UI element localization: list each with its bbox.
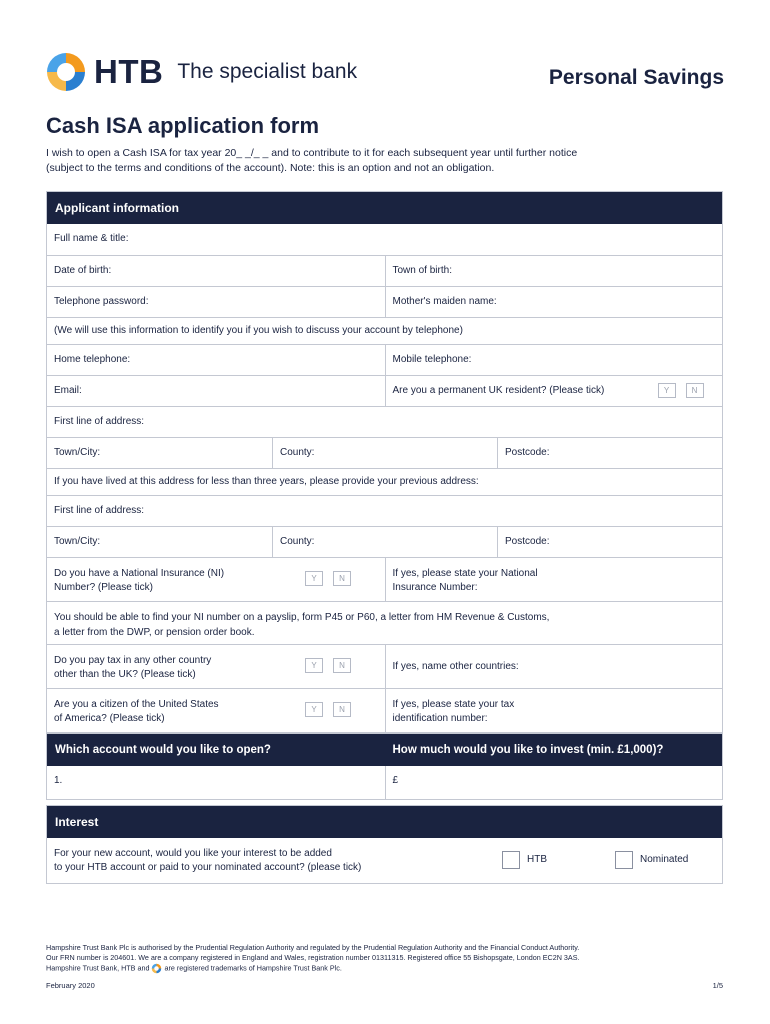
prev-address-line1-label: First line of address: — [54, 505, 145, 516]
nominated-checkbox[interactable] — [615, 851, 633, 869]
address-line1-field[interactable] — [47, 407, 722, 437]
footer-line2: Our FRN number is 204601. We are a company registered in England and Wales, registration number 01311315. Registered office 55 Bishopsgate, London EC2N 3AS. — [46, 953, 580, 962]
other-tax-line1: Do you pay tax in any other country — [54, 655, 212, 666]
ni-question-line1: Do you have a National Insurance (NI) — [54, 568, 225, 579]
mobile-tel-label: Mobile telephone: — [392, 354, 472, 365]
uk-resident-field — [385, 376, 723, 406]
home-tel-field[interactable] — [47, 345, 385, 375]
us-citizen-no-checkbox[interactable]: N — [333, 702, 351, 717]
county-field[interactable] — [272, 438, 497, 468]
intro-line-1: I wish to open a Cash ISA for tax year 20_ _/_ _ and to contribute to it for each subsequent year until further notice — [46, 147, 578, 159]
ni-question — [47, 558, 385, 601]
town-of-birth-label: Town of birth: — [392, 265, 452, 276]
email-field[interactable] — [47, 376, 385, 406]
account-row-number: 1. — [54, 775, 63, 786]
ni-number-line2: Insurance Number: — [392, 582, 478, 593]
previous-address-note: If you have lived at this address for less than three years, please provide your previous address: — [54, 476, 479, 487]
address-line1-label: First line of address: — [54, 416, 145, 427]
prev-postcode-label: Postcode: — [505, 536, 550, 547]
uk-resident-no-checkbox[interactable]: N — [686, 383, 704, 398]
footer-meta — [46, 981, 723, 990]
invest-amount-heading: How much would you like to invest (min. £1,000)? — [392, 744, 664, 756]
htb-logo-icon — [44, 50, 88, 94]
other-countries-field[interactable] — [385, 645, 723, 688]
tax-id-line2: identification number: — [392, 713, 488, 724]
us-citizen-line2: of America? (Please tick) — [54, 713, 165, 724]
uk-resident-yes-checkbox[interactable]: Y — [658, 383, 676, 398]
ni-yes-checkbox[interactable]: Y — [305, 571, 323, 586]
prev-town-field[interactable] — [47, 527, 272, 557]
interest-section — [46, 805, 723, 884]
other-countries-label: If yes, name other countries: — [392, 661, 519, 672]
account-choice-field[interactable] — [47, 766, 385, 799]
prev-town-label: Town/City: — [54, 536, 101, 547]
interest-question-line1: For your new account, would you like your interest to be added — [54, 848, 332, 859]
tel-note: (We will use this information to identify you if you wish to discuss your account by telephone) — [54, 325, 463, 336]
us-citizen-yes-checkbox[interactable]: Y — [305, 702, 323, 717]
town-of-birth-field[interactable] — [385, 256, 723, 286]
footer-line3 — [46, 963, 726, 974]
tel-password-label: Telephone password: — [54, 296, 149, 307]
ni-question-line2: Number? (Please tick) — [54, 582, 153, 593]
full-name-label: Full name & title: — [54, 233, 129, 244]
town-label: Town/City: — [54, 447, 101, 458]
prev-postcode-field[interactable] — [497, 527, 722, 557]
postcode-label: Postcode: — [505, 447, 550, 458]
currency-symbol: £ — [392, 775, 399, 786]
intro-line-2: (subject to the terms and conditions of the account). Note: this is an option and not an obligation. — [46, 162, 495, 174]
dob-field[interactable] — [47, 256, 385, 286]
other-tax-yes-checkbox[interactable]: Y — [305, 658, 323, 673]
form-title: Cash ISA application form — [46, 113, 320, 138]
page-header — [44, 50, 724, 100]
applicant-section — [46, 191, 723, 733]
footer-line3-end: are registered trademarks of Hampshire Trust Bank Plc. — [164, 963, 342, 973]
interest-question-line2: to your HTB account or paid to your nominated account? (please tick) — [54, 862, 362, 873]
htb-mark-icon — [151, 963, 162, 974]
document-date: February 2020 — [46, 981, 95, 990]
dob-label: Date of birth: — [54, 265, 112, 276]
invest-amount-field[interactable] — [385, 766, 723, 799]
brand-name: HTB — [94, 53, 164, 90]
page-number: 1/5 — [712, 981, 723, 990]
ni-note — [47, 602, 722, 644]
interest-heading: Interest — [47, 806, 722, 838]
tax-id-line1: If yes, please state your tax — [392, 699, 515, 710]
home-tel-label: Home telephone: — [54, 354, 131, 365]
email-label: Email: — [54, 385, 82, 396]
interest-option-nominated[interactable] — [615, 851, 688, 869]
other-tax-question — [47, 645, 385, 688]
account-section — [46, 733, 723, 800]
brand-tagline: The specialist bank — [177, 60, 358, 83]
interest-option-htb[interactable] — [502, 851, 547, 869]
mobile-tel-field[interactable] — [385, 345, 723, 375]
form-intro — [46, 146, 686, 176]
postcode-field[interactable] — [497, 438, 722, 468]
other-tax-no-checkbox[interactable]: N — [333, 658, 351, 673]
town-field[interactable] — [47, 438, 272, 468]
htb-option-label: HTB — [527, 854, 547, 865]
applicant-heading: Applicant information — [47, 192, 722, 224]
brand-logo — [44, 50, 357, 94]
ni-number-field[interactable] — [385, 558, 723, 601]
us-citizen-line1: Are you a citizen of the United States — [54, 699, 219, 710]
htb-checkbox[interactable] — [502, 851, 520, 869]
ni-note-line1: You should be able to find your NI number on a payslip, form P45 or P60, a letter from HM Revenue & Customs, — [54, 612, 550, 623]
uk-resident-label: Are you a permanent UK resident? (Please tick) — [392, 385, 605, 396]
other-tax-line2: other than the UK? (Please tick) — [54, 669, 196, 680]
maiden-name-label: Mother's maiden name: — [392, 296, 497, 307]
legal-footer — [46, 943, 726, 974]
full-name-field[interactable] — [47, 224, 722, 255]
tax-id-field[interactable] — [385, 689, 723, 732]
footer-line1: Hampshire Trust Bank Plc is authorised by the Prudential Regulation Authority and regulated by the Prudential Regulation Authority and the Financial Conduct Authority. — [46, 943, 580, 952]
tel-password-field[interactable] — [47, 287, 385, 317]
prev-county-label: County: — [280, 536, 315, 547]
ni-number-line1: If yes, please state your National — [392, 568, 538, 579]
footer-line3-start: Hampshire Trust Bank, HTB and — [46, 963, 150, 973]
ni-no-checkbox[interactable]: N — [333, 571, 351, 586]
nominated-option-label: Nominated — [640, 854, 689, 865]
interest-question — [47, 838, 722, 883]
county-label: County: — [280, 447, 315, 458]
prev-county-field[interactable] — [272, 527, 497, 557]
account-heading — [47, 734, 722, 766]
which-account-heading: Which account would you like to open? — [55, 744, 271, 756]
us-citizen-question — [47, 689, 385, 732]
maiden-name-field[interactable] — [385, 287, 723, 317]
ni-note-line2: a letter from the DWP, or pension order book. — [54, 627, 255, 638]
product-title: Personal Savings — [548, 66, 724, 89]
prev-address-line1-field[interactable] — [47, 496, 722, 526]
